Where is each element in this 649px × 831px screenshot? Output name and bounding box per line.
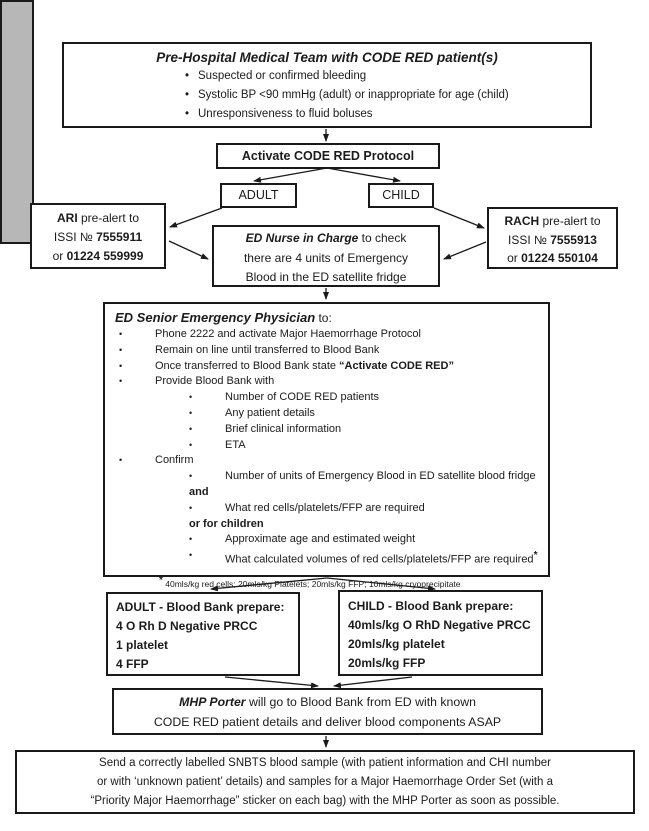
prepare-line: 20mls/kg FFP bbox=[348, 656, 426, 670]
physician-label-and: and bbox=[189, 485, 209, 498]
physician-item: • Phone 2222 and activate Major Haemorrhage Protocol bbox=[115, 327, 542, 343]
mhp-porter-box bbox=[112, 688, 543, 735]
porter-line2: CODE RED patient details and deliver blood components ASAP bbox=[153, 715, 502, 729]
bottom-line: “Priority Major Haemorrhage” sticker on each bag) with the MHP Porter as soon as possible. bbox=[90, 795, 560, 807]
physician-subitem: • Brief clinical information bbox=[115, 422, 542, 438]
child-blood-bank-prepare-box bbox=[338, 590, 543, 676]
pre-hospital-criteria-list bbox=[176, 67, 590, 124]
bottom-line: or with ‘unknown patient’ details) and samples for a Major Haemorrhage Order Set (with a bbox=[97, 776, 553, 788]
bullet-icon: • bbox=[189, 407, 193, 418]
list-item: • Unresponsiveness to fluid boluses bbox=[176, 105, 590, 124]
bullet-icon: • bbox=[119, 329, 123, 339]
prepare-line: 4 O Rh D Negative PRCC bbox=[116, 619, 258, 633]
physician-subitem: • What red cells/platelets/FFP are required bbox=[115, 501, 542, 517]
adult-branch-box: ADULT bbox=[220, 183, 297, 208]
ari-line3: or 01224 559999 bbox=[52, 249, 144, 263]
porter-line1: MHP Porter will go to Blood Bank from ED with known bbox=[179, 695, 476, 709]
bullet-icon: • bbox=[189, 423, 193, 434]
ari-line2: ISSI № 7555911 bbox=[53, 230, 143, 244]
physician-subitem: • What calculated volumes of red cells/platelets/FFP are required* bbox=[115, 548, 542, 568]
bullet-icon: • bbox=[119, 376, 123, 387]
physician-item: • Confirm bbox=[115, 453, 542, 469]
activate-code-red-box: Activate CODE RED Protocol bbox=[216, 143, 440, 169]
ed-nurse-box bbox=[212, 225, 440, 287]
physician-subitem: • ETA bbox=[115, 438, 542, 454]
list-item: • Suspected or confirmed bleeding bbox=[176, 67, 590, 86]
physician-subitem: • Number of CODE RED patients bbox=[115, 390, 542, 406]
rach-line3: or 01224 550104 bbox=[507, 251, 598, 265]
rach-prealert-box bbox=[487, 207, 618, 269]
rach-line2: ISSI № 7555913 bbox=[508, 232, 597, 247]
prepare-line: 40mls/kg O RhD Negative PRCC bbox=[348, 618, 531, 632]
pre-hospital-team-box bbox=[62, 42, 592, 128]
list-item: • Systolic BP <90 mmHg (adult) or inappropriate for age (child) bbox=[176, 86, 590, 105]
prepare-header: CHILD - Blood Bank prepare: bbox=[348, 599, 514, 613]
bullet-icon: • bbox=[189, 550, 193, 561]
bullet-icon: • bbox=[184, 89, 190, 101]
bullet-icon: • bbox=[119, 344, 123, 355]
nurse-line2: there are 4 units of Emergency bbox=[243, 250, 409, 265]
bullet-icon: • bbox=[189, 392, 193, 403]
child-branch-box: CHILD bbox=[368, 183, 434, 208]
nurse-line3: Blood in the ED satellite fridge bbox=[245, 270, 407, 284]
bullet-icon: • bbox=[189, 502, 193, 513]
bullet-icon: • bbox=[189, 439, 193, 450]
prepare-header: ADULT - Blood Bank prepare: bbox=[116, 600, 285, 614]
physician-item: • Provide Blood Bank with bbox=[115, 374, 542, 390]
physician-item: • Remain on line until transferred to Blood Bank bbox=[115, 343, 542, 359]
bullet-icon: • bbox=[184, 70, 190, 82]
ari-prealert-box bbox=[30, 203, 166, 269]
adult-blood-bank-prepare-box bbox=[106, 592, 300, 676]
prepare-line: 1 platelet bbox=[116, 638, 169, 652]
pre-hospital-title: Pre-Hospital Medical Team with CODE RED patient(s) bbox=[156, 50, 498, 65]
ari-line1: ARI pre-alert to bbox=[56, 211, 140, 225]
physician-subitem: • Number of units of Emergency Blood in ED satellite blood fridge bbox=[115, 469, 542, 485]
physician-title: ED Senior Emergency Physician to: bbox=[115, 310, 332, 325]
bullet-icon: • bbox=[119, 455, 123, 466]
bullet-icon: • bbox=[189, 471, 193, 482]
bullet-icon: • bbox=[184, 108, 190, 120]
nurse-line1: ED Nurse in Charge to check bbox=[245, 231, 407, 245]
rach-line1: RACH pre-alert to bbox=[504, 214, 601, 228]
bottom-line: Send a correctly labelled SNBTS blood sample (with patient information and CHI number bbox=[99, 757, 551, 769]
ed-physician-box bbox=[103, 302, 550, 589]
bullet-icon: • bbox=[119, 360, 123, 371]
physician-subitem: • Any patient details bbox=[115, 406, 542, 422]
prepare-line: 20mls/kg platelet bbox=[348, 637, 445, 651]
prepare-line: 4 FFP bbox=[116, 657, 149, 671]
bullet-icon: • bbox=[189, 534, 193, 545]
physician-item: • Once transferred to Blood Bank state “Activate CODE RED” bbox=[115, 359, 542, 375]
physician-label-children: or for children bbox=[189, 517, 264, 530]
trauma-call-sidebar bbox=[0, 0, 34, 244]
physician-footnote: * 40mls/kg red cells; 20mls/kg Platelets; 20mls/kg FFP; 10mls/kg cryoprecipitate bbox=[159, 574, 461, 589]
physician-subitem: • Approximate age and estimated weight bbox=[115, 532, 542, 548]
sample-instruction-box bbox=[15, 750, 635, 814]
